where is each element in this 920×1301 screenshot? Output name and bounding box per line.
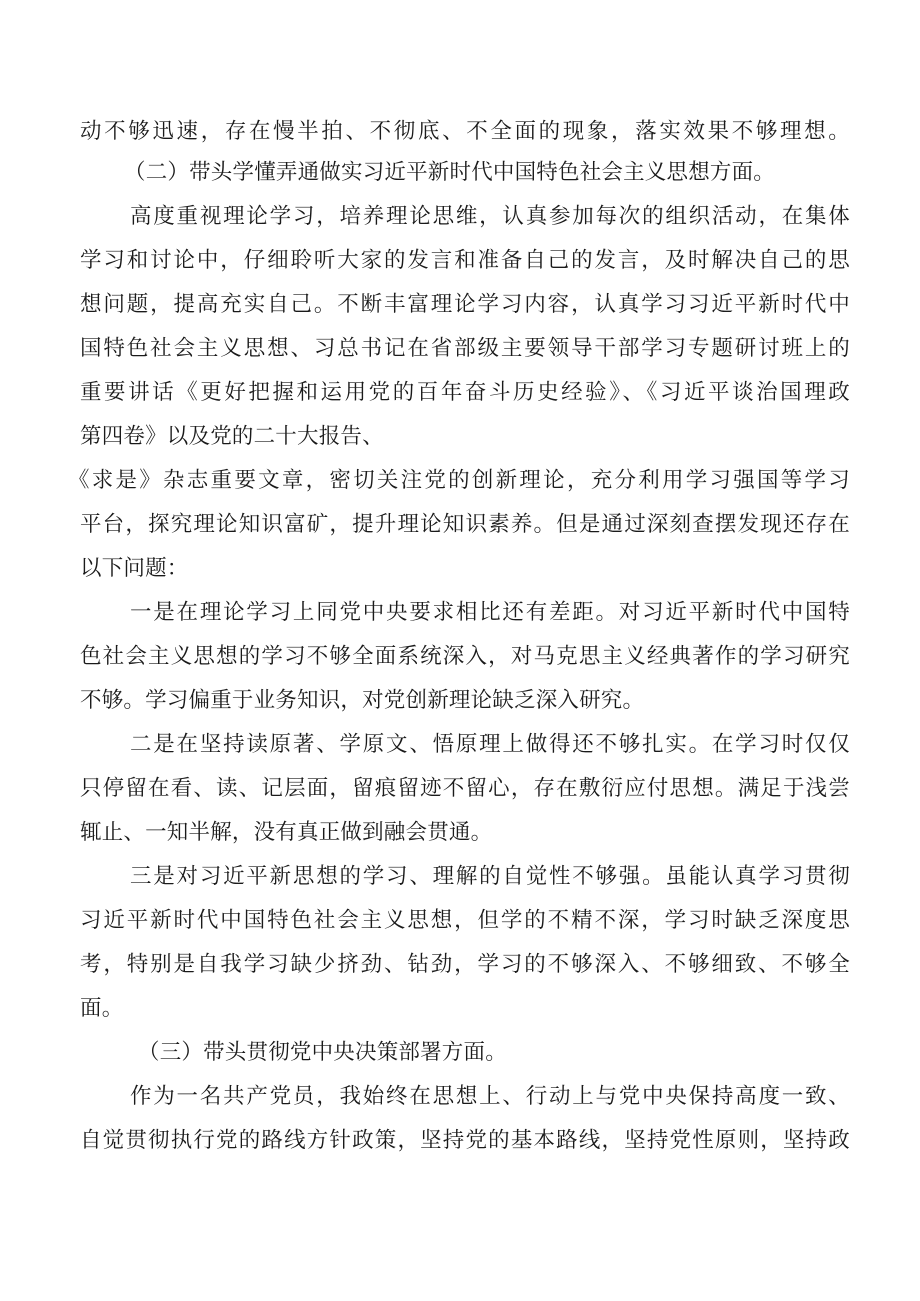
text-line: 第四卷》以及党的二十大报告、 <box>80 424 384 449</box>
text-line: 只停留在看、读、记层面，留痕留迹不留心，存在敷衍应付思想。满足于浅尝 <box>80 776 850 801</box>
text-line: 作为一名共产党员，我始终在思想上、行动上与党中央保持高度一致、 <box>130 1084 850 1109</box>
text-line: 二是在坚持读原著、学原文、悟原理上做得还不够扎实。在学习时仅仅 <box>130 732 850 757</box>
text-line: 国特色社会主义思想、习总书记在省部级主要领导干部学习专题研讨班上的 <box>80 336 850 361</box>
text-line: 色社会主义思想的学习不够全面系统深入，对马克思主义经典著作的学习研究 <box>80 644 850 669</box>
text-line: 辄止、一知半解，没有真正做到融会贯通。 <box>80 820 493 845</box>
text-line: 一是在理论学习上同党中央要求相比还有差距。对习近平新时代中国特 <box>130 600 850 625</box>
text-line: 面。 <box>80 996 124 1021</box>
text-line: 高度重视理论学习，培养理论思维，认真参加每次的组织活动，在集体 <box>130 204 850 229</box>
text-line: 重要讲话《更好把握和运用党的百年奋斗历史经验》、《习近平谈治国理政 <box>80 380 850 405</box>
text-line: 以下问题： <box>80 556 189 581</box>
text-line: 不够。学习偏重于业务知识，对党创新理论缺乏深入研究。 <box>80 688 645 713</box>
text-line: 习近平新时代中国特色社会主义思想，但学的不精不深，学习时缺乏深度思 <box>80 908 850 933</box>
text-line: 《求是》杂志重要文章，密切关注党的创新理论，充分利用学习强国等学习 <box>68 468 850 493</box>
text-line: 三是对习近平新思想的学习、理解的自觉性不够强。虽能认真学习贯彻 <box>130 864 850 889</box>
text-line: 想问题，提高充实自己。不断丰富理论学习内容，认真学习习近平新时代中 <box>80 292 850 317</box>
text-line: 学习和讨论中，仔细聆听大家的发言和准备自己的发言，及时解决自己的思 <box>80 248 850 273</box>
text-line: 自觉贯彻执行党的路线方针政策，坚持党的基本路线，坚持党性原则，坚持政 <box>80 1128 850 1153</box>
text-line: 动不够迅速，存在慢半拍、不彻底、不全面的现象，落实效果不够理想。 <box>80 119 850 144</box>
section-heading: （二）带头学懂弄通做实习近平新时代中国特色社会主义思想方面。 <box>124 160 776 185</box>
section-heading: （三）带头贯彻党中央决策部署方面。 <box>138 1040 507 1065</box>
text-line: 平台，探究理论知识富矿，提升理论知识素养。但是通过深刻查摆发现还存在 <box>80 512 850 537</box>
text-line: 考，特别是自我学习缺少挤劲、钻劲，学习的不够深入、不够细致、不够全 <box>80 952 850 977</box>
